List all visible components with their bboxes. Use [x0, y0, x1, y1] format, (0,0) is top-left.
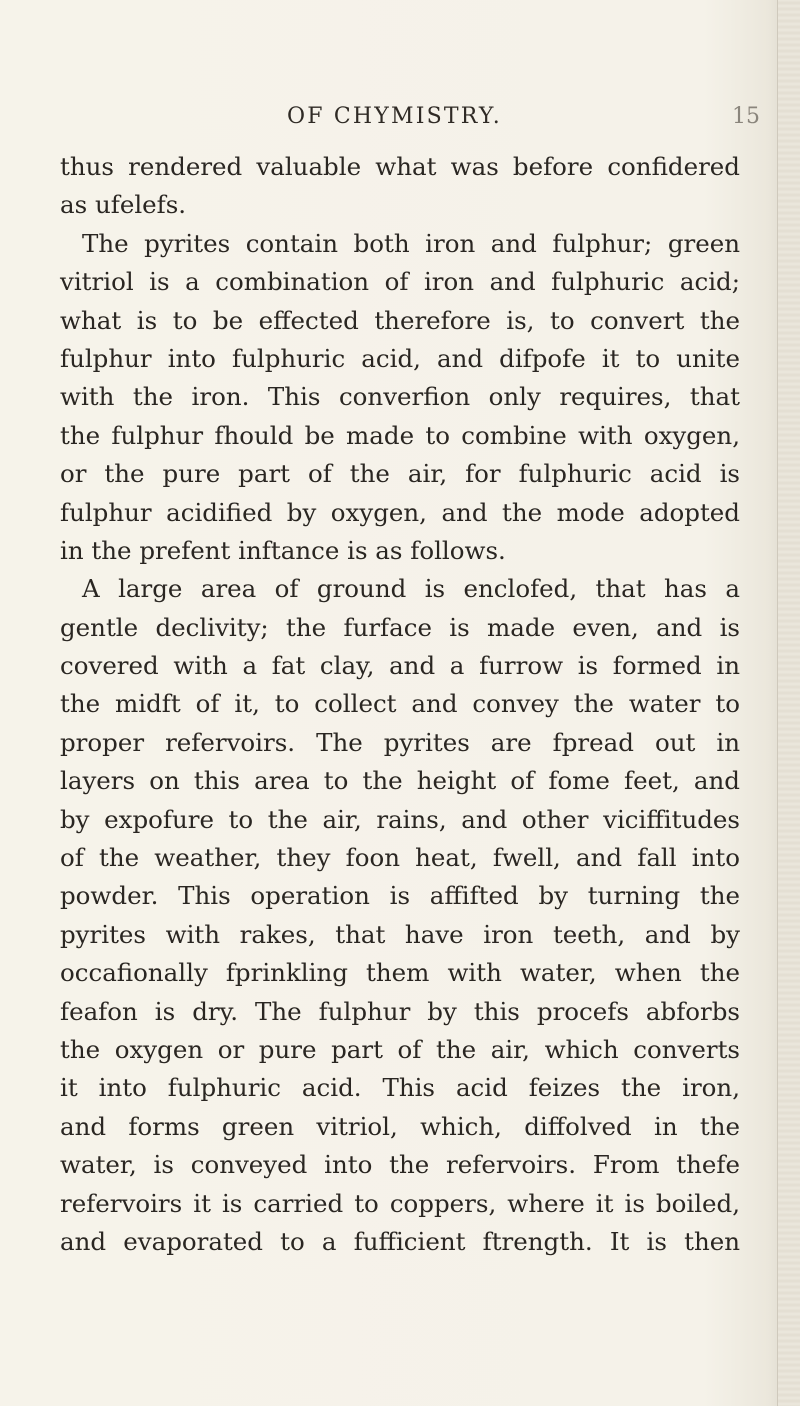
paragraph-start-line: The pyrites contain both iron and fulphur; green [82, 228, 740, 258]
body-text [60, 148, 740, 1261]
text-line: the midft of it, to collect and convey the water to [60, 689, 740, 719]
text-line: feafon is dry. The fulphur by this procefs abforbs [60, 996, 740, 1026]
text-line: what is to be effected therefore is, to convert the [60, 305, 740, 335]
text-line: proper refervoirs. The pyrites are fpread out in [60, 727, 740, 757]
text-line: as ufelefs. [60, 190, 187, 220]
text-line: with the iron. This converfion only requires, that [60, 382, 740, 412]
text-line: refervoirs it is carried to coppers, where it is boiled, [60, 1188, 740, 1218]
text-line: thus rendered valuable what was before confidered [60, 152, 740, 181]
text-line: gentle declivity; the furface is made even, and is [60, 612, 740, 642]
running-head [0, 100, 800, 136]
text-line: powder. This operation is affifted by turning the [60, 881, 740, 911]
text-line: pyrites with rakes, that have iron teeth, and by [60, 919, 740, 949]
text-line: of the weather, they foon heat, fwell, and fall into [60, 843, 740, 873]
text-line: it into fulphuric acid. This acid feizes the iron, [60, 1073, 740, 1103]
text-line: and forms green vitriol, which, diffolved in the [60, 1111, 740, 1141]
text-line: fulphur into fulphuric acid, and difpofe it to unite [60, 343, 740, 373]
running-head-title: OF CHYMISTRY. [287, 104, 502, 129]
paragraph-start-line: A large area of ground is enclofed, that has a [82, 574, 740, 604]
text-line: the fulphur fhould be made to combine with oxygen, [60, 420, 740, 450]
text-line: covered with a fat clay, and a furrow is formed in [60, 651, 740, 681]
text-line: the oxygen or pure part of the air, which converts [60, 1034, 740, 1064]
page-binding-edge [777, 0, 800, 1406]
text-line: in the prefent inftance is as follows. [60, 535, 506, 565]
text-line: and evaporated to a fufficient ftrength. It is then [60, 1226, 740, 1256]
text-line: layers on this area to the height of fome feet, and [60, 766, 740, 796]
text-line: by expofure to the air, rains, and other viciffitudes [60, 804, 740, 834]
text-line: or the pure part of the air, for fulphuric acid is [60, 459, 740, 489]
text-line: water, is conveyed into the refervoirs. From thefe [60, 1150, 740, 1180]
text-line: occafionally fprinkling them with water, when the [60, 958, 740, 988]
text-line: fulphur acidified by oxygen, and the mode adopted [60, 497, 740, 527]
text-line: vitriol is a combination of iron and fulphuric acid; [60, 267, 740, 297]
page-number: 15 [732, 104, 760, 129]
